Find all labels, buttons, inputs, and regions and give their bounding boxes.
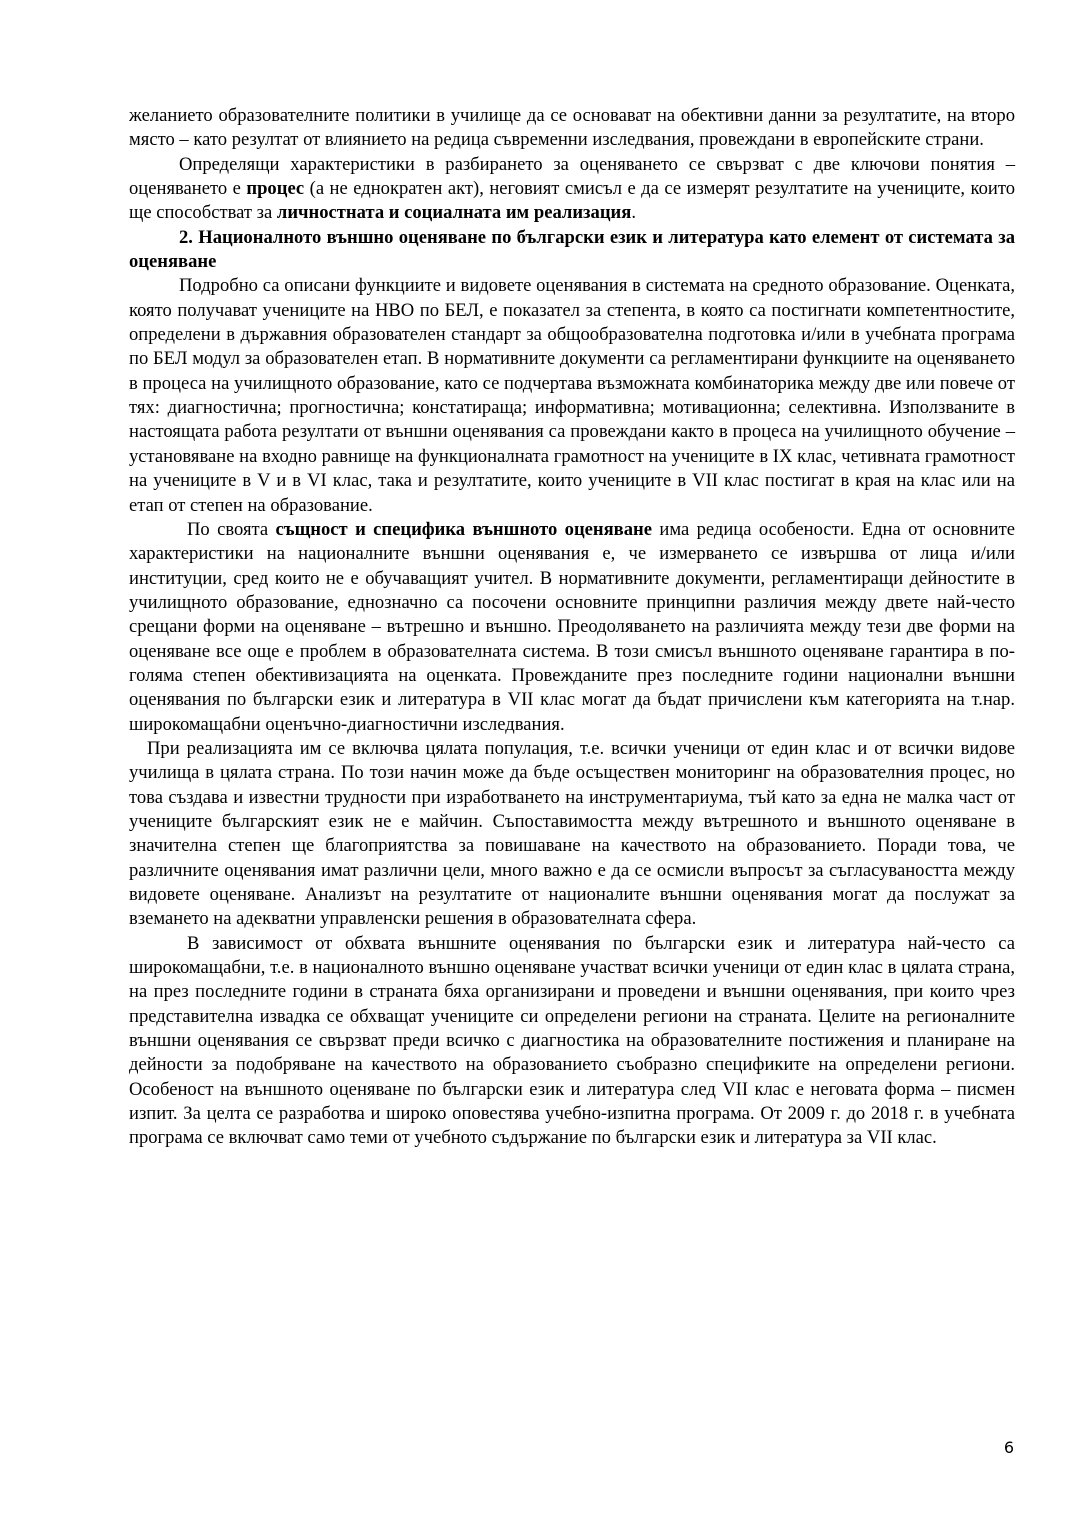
emphasis-process: процес <box>246 178 305 200</box>
emphasis-realization: личностната и социалната им реализация <box>276 202 632 224</box>
text-segment: Определящи характеристики в разбирането за оценяването се свързват с две ключови понятия – оценяването е <box>129 153 1015 200</box>
paragraph-external-assessment <box>129 518 1015 737</box>
paragraph-scope: В зависимост от обхвата външните оценявания по български език и литература най-често са широкомащабни, т.е. в националното външно оценяване участват всички ученици от един клас в цялата страна, на през последните години в страната бяха организирани и проведени и външни оценявания, при които чрез представителна извадка се обхващат учениците си определени региони на страната. Целите на регионалните външни оценявания се свързват преди всичко с диагностика на образователните постижения и планиране на дейности за подобряване на качеството на образованието съобразно спецификите на определени региони. Особеност на външното оценяване по български език и литература след VII клас е неговата форма – писмен изпит. За целта се разработва и широко оповестява учебно-изпитна програма. От 2009 г. до 2018 г. в учебната програма се включват само теми от учебното съдържание по български език и литература за VII клас. <box>129 932 1015 1149</box>
paragraph-population: При реализацията им се включва цялата популация, т.е. всички ученици от един клас и от всички видове училища в цялата страна. По този начин може да бъде осъществен мониторинг на образователния процес, но това създава и известни трудности при изработването на инструментариума, тъй като за една не малка част от учениците българският език не е майчин. Съпоставимостта между вътрешното и външното оценяване в значителна степен ще благоприятства за повишаване на качеството на образованието. Поради това, че различните оценявания имат различни цели, много важно е да се осмисли въпросът за съгласуваността между видовете оценяване. Анализът на резултатите от националите външни оценявания могат да послужат за вземането на адекватни управленски решения в образователната сфера. <box>129 737 1015 930</box>
text-segment: има редица особености. Една от основните характеристики на националните външни оценявания е, че измерването се извършва от лица и/или институции, сред които не е обучаващият учител. В нормативните документи, регламентиращи дейностите в училищното образование, еднозначно са посочени основните принципни различия между двете най-често срещани форми на оценяване – вътрешно и външно. Преодоляването на различията между тези две форми на оценяване все още е проблем в образователната система. В този смисъл външното оценяване гарантира в по-голяма степен обективизацията на оценката. Провежданите през последните години национални външни оценявания по български език и литература в VII клас могат да бъдат причислени към категорията на т.нар. широкомащабни оценъчно-диагностични изследвания. <box>129 518 1015 735</box>
text-segment: По своята <box>187 518 276 540</box>
text-segment: . <box>631 202 636 224</box>
section-heading: 2. Националното външно оценяване по български език и литература като елемент от системата за оценяване <box>129 226 1015 273</box>
page-number: 6 <box>1003 1438 1014 1457</box>
emphasis-essence: същност и специфика външното оценяване <box>275 518 652 540</box>
paragraph-continuation: желанието образователните политики в училище да се основават на обективни данни за резултатите, на второ място – като резултат от влиянието на редица съвременни изследвания, провеждани в европейските страни. <box>129 105 1015 151</box>
paragraph-assessment-definition <box>129 153 1015 226</box>
text-segment: (а не еднократен акт), неговият смисъл е да се измерят резултатите на учениците, които ще способстват за <box>129 178 1015 224</box>
paragraph-functions: Подробно са описани функциите и видовете оценявания в системата на средното образование. Оценката, която получават учениците на НВО по БЕЛ, е показател за степента, в която са постигнати компетентностите, определени в държавния образователен стандарт за общообразователна подготовка и/или в учебната програма по БЕЛ модул за образователен етап. В нормативните документи са регламентирани функциите на оценяването в процеса на училищното образование, като се подчертава възможната комбинаторика между две или повече от тях: диагностична; прогностична; констатираща; информативна; мотивационна; селективна. Използваните в настоящата работа резултати от външни оценявания са провеждани както в процеса на училищното обучение – установяване на входно равнище на функционалната грамотност на учениците в IX клас, четивната грамотност на учениците в V и в VI клас, така и резултатите, които учениците в VII клас постигат в края на клас или на етап от степен на образование. <box>129 275 1015 516</box>
document-page <box>129 104 1015 1151</box>
